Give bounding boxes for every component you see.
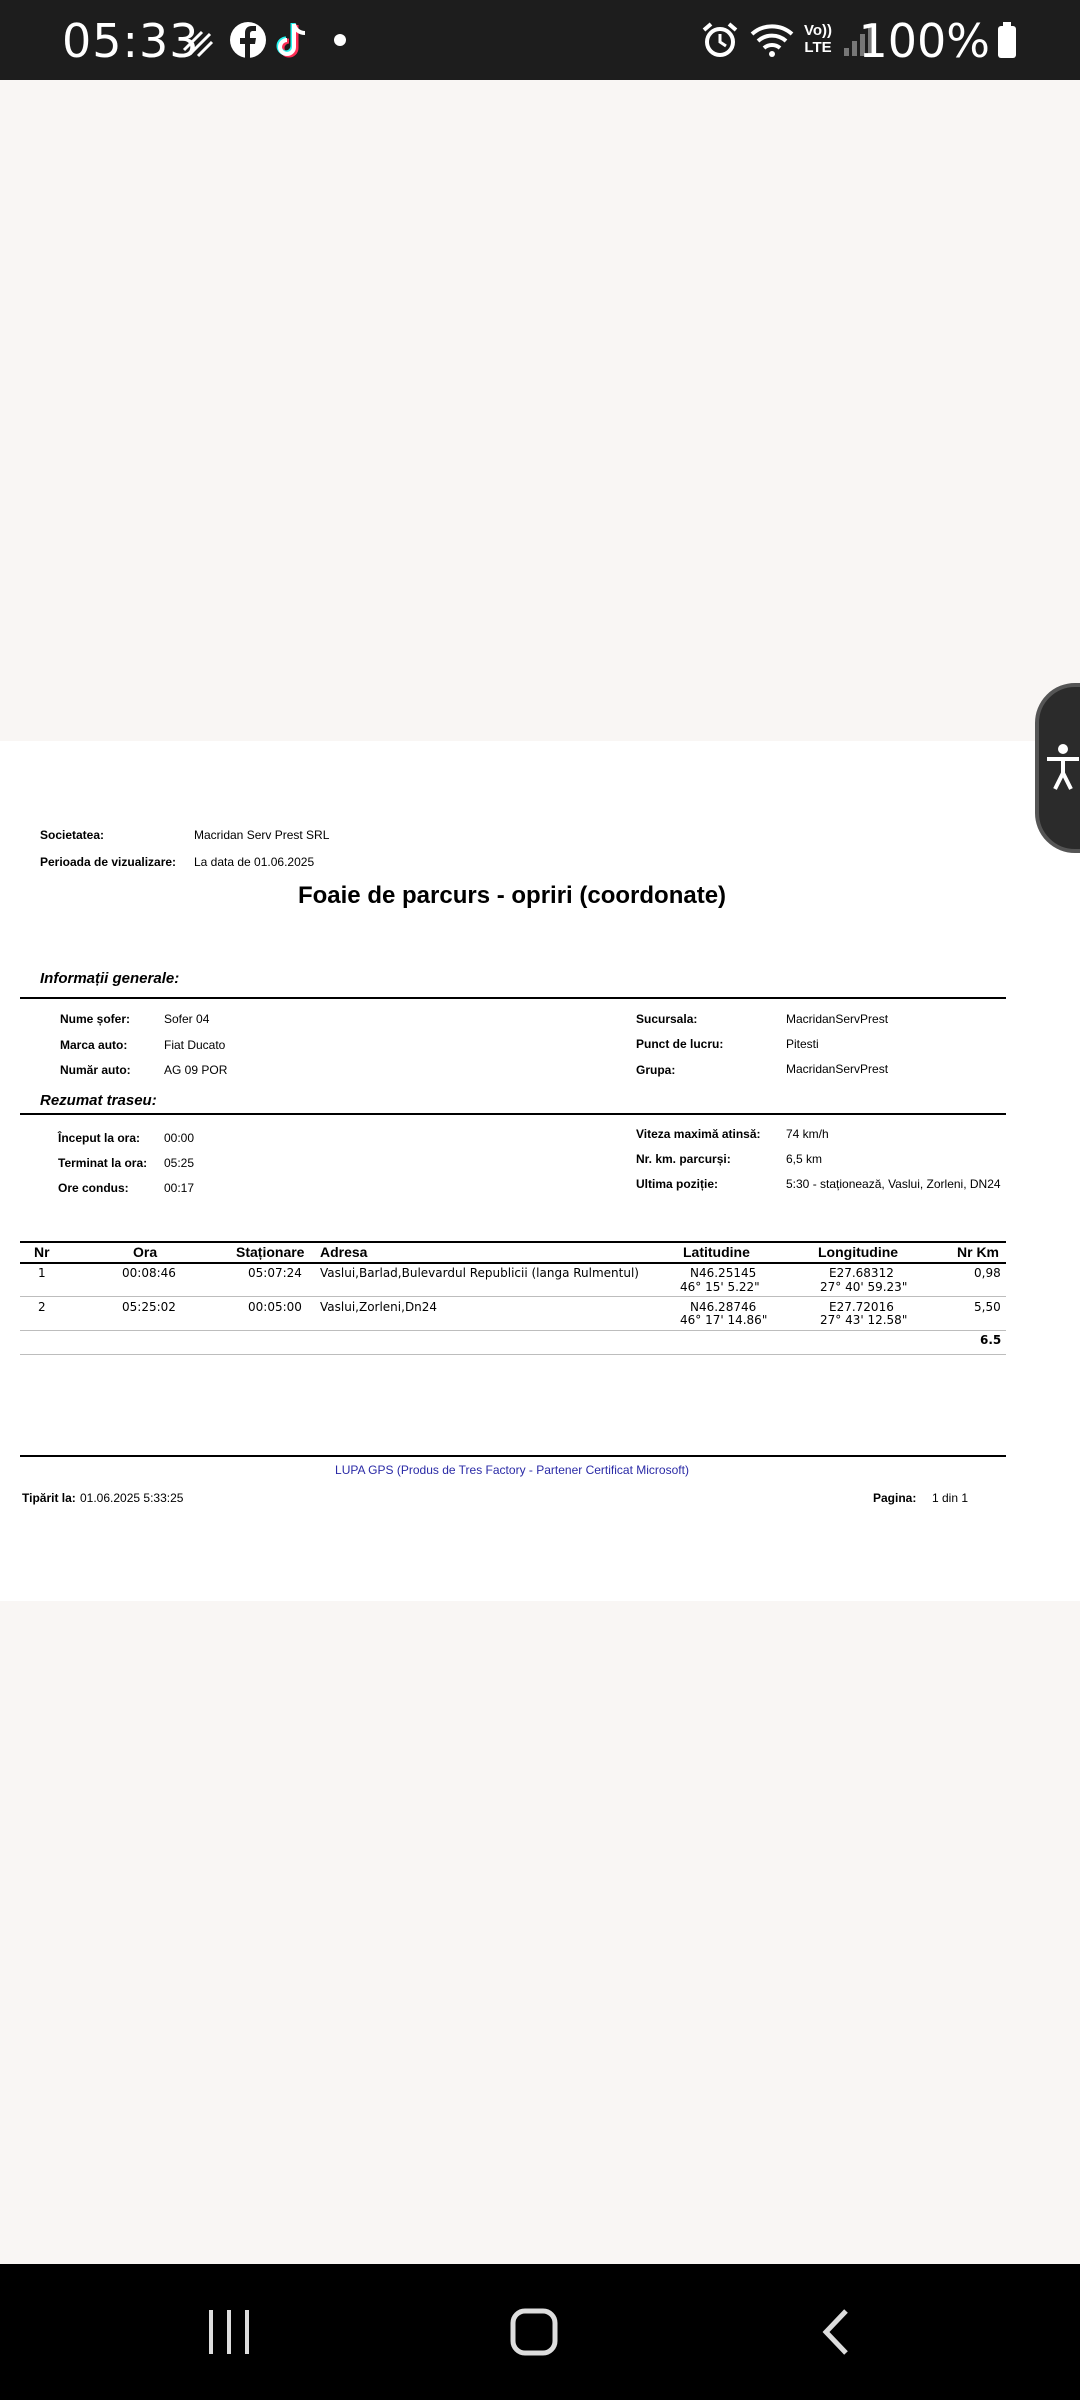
- cell-km: 5,50: [974, 1300, 1001, 1314]
- branch-label: Sucursala:: [636, 1012, 698, 1026]
- summary-heading: Rezumat traseu:: [40, 1092, 157, 1109]
- cell-stationare: 05:07:24: [248, 1266, 302, 1280]
- drive-hours-value: 00:17: [164, 1181, 195, 1195]
- back-icon[interactable]: [820, 2308, 852, 2356]
- workpoint-label: Punct de lucru:: [636, 1037, 724, 1051]
- status-bar: [0, 0, 1080, 80]
- facebook-icon: [228, 20, 268, 60]
- plate-value: AG 09 POR: [164, 1063, 228, 1077]
- period-value: La data de 01.06.2025: [194, 855, 315, 869]
- cell-latitude: N46.28746: [690, 1300, 757, 1314]
- cell-latitude-dms: 46° 17' 14.86": [680, 1313, 768, 1327]
- cell-ora: 05:25:02: [122, 1300, 176, 1314]
- period-label: Perioada de vizualizare:: [40, 855, 177, 869]
- table-header-rule: [20, 1262, 1006, 1264]
- wifi-icon: [748, 20, 796, 60]
- max-speed-label: Viteza maximă atinsă:: [636, 1127, 761, 1141]
- last-position-value: 5:30 - staționează, Vaslui, Zorleni, DN24: [786, 1177, 1001, 1191]
- cell-km: 0,98: [974, 1266, 1001, 1280]
- cell-ora: 00:08:46: [122, 1266, 176, 1280]
- dot-icon: [332, 32, 348, 48]
- cell-longitude: E27.68312: [829, 1266, 894, 1280]
- km-label: Nr. km. parcurși:: [636, 1152, 731, 1166]
- network-type: Vo)) LTE: [803, 22, 833, 56]
- accessibility-button[interactable]: [1035, 683, 1080, 853]
- battery-percent: 100%: [858, 14, 990, 68]
- max-speed-value: 74 km/h: [786, 1127, 829, 1141]
- recent-apps-icon[interactable]: [205, 2308, 255, 2356]
- end-label: Terminat la ora:: [58, 1156, 148, 1170]
- missed-call-icon: [180, 20, 216, 60]
- home-icon[interactable]: [510, 2308, 558, 2356]
- cell-nr: 2: [38, 1300, 46, 1314]
- company-value: Macridan Serv Prest SRL: [194, 828, 330, 842]
- driver-value: Sofer 04: [164, 1012, 210, 1026]
- battery-icon: [996, 20, 1018, 60]
- cell-latitude: N46.25145: [690, 1266, 757, 1280]
- alarm-icon: [700, 20, 740, 60]
- printed-value: 01.06.2025 5:33:25: [80, 1491, 184, 1505]
- page-label: Pagina:: [873, 1491, 917, 1505]
- km-value: 6,5 km: [786, 1152, 823, 1166]
- row-divider: [20, 1296, 1006, 1297]
- start-label: Început la ora:: [58, 1131, 141, 1145]
- company-label: Societatea:: [40, 828, 105, 842]
- brand-value: Fiat Ducato: [164, 1038, 226, 1052]
- group-label: Grupa:: [636, 1063, 676, 1077]
- col-header-nr: Nr: [34, 1244, 50, 1260]
- page-value: 1 din 1: [932, 1491, 969, 1505]
- cell-latitude-dms: 46° 15' 5.22": [680, 1280, 760, 1294]
- cell-longitude-dms: 27° 40' 59.23": [820, 1280, 908, 1294]
- workpoint-value: Pitesti: [786, 1037, 819, 1051]
- driver-label: Nume șofer:: [60, 1012, 131, 1026]
- general-info-heading: Informații generale:: [40, 970, 180, 987]
- printed-label: Tipărit la:: [22, 1491, 76, 1505]
- end-value: 05:25: [164, 1156, 195, 1170]
- col-header-latitudine: Latitudine: [683, 1244, 750, 1260]
- status-time: 05:33: [62, 14, 200, 68]
- cell-stationare: 00:05:00: [248, 1300, 302, 1314]
- group-value: MacridanServPrest: [786, 1062, 889, 1076]
- tiktok-icon: [274, 20, 310, 60]
- last-position-label: Ultima poziție:: [636, 1177, 719, 1191]
- col-header-longitudine: Longitudine: [818, 1244, 899, 1260]
- footer-credit-link[interactable]: LUPA GPS (Produs de Tres Factory - Partener Certificat Microsoft): [335, 1463, 689, 1477]
- branch-value: MacridanServPrest: [786, 1012, 889, 1026]
- col-header-ora: Ora: [133, 1244, 158, 1260]
- cell-longitude: E27.72016: [829, 1300, 894, 1314]
- footer-rule: [20, 1455, 1006, 1457]
- plate-label: Număr auto:: [60, 1063, 131, 1077]
- divider: [20, 1113, 1006, 1115]
- cell-adresa: Vaslui,Zorleni,Dn24: [320, 1300, 438, 1314]
- drive-hours-label: Ore condus:: [58, 1181, 129, 1195]
- divider: [20, 997, 1006, 999]
- cell-longitude-dms: 27° 43' 12.58": [820, 1313, 908, 1327]
- col-header-stationare: Staționare: [236, 1244, 305, 1260]
- row-divider: [20, 1354, 1006, 1355]
- table-top-rule: [20, 1241, 1006, 1243]
- start-value: 00:00: [164, 1131, 195, 1145]
- cell-nr: 1: [38, 1266, 46, 1280]
- accessibility-icon: [1043, 743, 1080, 793]
- total-km: 6.5: [980, 1333, 1002, 1347]
- row-divider: [20, 1330, 1006, 1331]
- navigation-bar: [0, 2264, 1080, 2400]
- brand-label: Marca auto:: [60, 1038, 128, 1052]
- col-header-nr-km: Nr Km: [957, 1244, 1000, 1260]
- col-header-adresa: Adresa: [320, 1244, 368, 1260]
- report-title: Foaie de parcurs - opriri (coordonate): [297, 882, 727, 909]
- cell-adresa: Vaslui,Barlad,Bulevardul Republicii (langa Rulmentul): [320, 1266, 639, 1280]
